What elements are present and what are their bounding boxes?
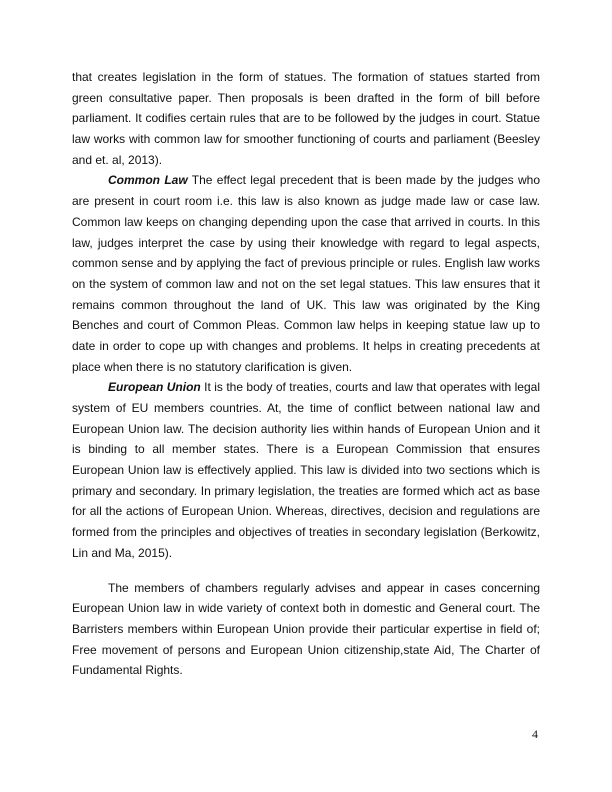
paragraph-chambers bbox=[72, 578, 540, 681]
text-line: Free movement of persons and European Union citizenship,state Aid, The Charter of bbox=[72, 642, 540, 657]
text-line: law works with common law for smoother functioning of courts and parliament (Beesley bbox=[72, 132, 540, 147]
section-heading-common-law: Common Law bbox=[108, 173, 188, 188]
text-line: Barristers members within European Union provide their particular expertise in field of; bbox=[72, 621, 540, 636]
text-line: that creates legislation in the form of statues. The formation of statues started from bbox=[72, 70, 540, 84]
text-line: system of EU members countries. At, the time of conflict between national law and bbox=[72, 401, 540, 415]
paragraph-gap bbox=[72, 564, 540, 578]
text-line: European Union law in wide variety of context both in domestic and General court. The bbox=[72, 601, 540, 616]
text-line: on the system of common law and not on the set legal statues. This law ensures that it bbox=[72, 276, 540, 291]
paragraph-european-union bbox=[72, 377, 540, 563]
paragraph-statute-law bbox=[72, 67, 540, 170]
text-line: formed from the principles and objectives of treaties in secondary legislation (Berkowitz, bbox=[72, 525, 540, 540]
text-line: Benches and court of Common Pleas. Common law helps in keeping statue law up to bbox=[72, 318, 540, 333]
text-line: law, judges interpret the case by using their knowledge with regard to legal aspects, bbox=[72, 235, 540, 250]
text-line: Common law keeps on changing depending upon the case that arrived in courts. In this bbox=[72, 214, 540, 229]
text-line: common sense and by applying the fact of previous principle or rules. English law works bbox=[72, 256, 540, 271]
text-line: and et. al, 2013). bbox=[72, 152, 163, 167]
text-run: The effect legal precedent that is been made by the judges who bbox=[187, 173, 541, 188]
paragraph-common-law bbox=[72, 170, 540, 377]
text-line: are present in court room i.e. this law is also known as judge made law or case law. bbox=[72, 194, 540, 209]
text-line: remains common throughout the land of UK. This law was originated by the King bbox=[72, 297, 540, 312]
text-line: European Union law. The decision authority lies within hands of European Union and it bbox=[72, 421, 540, 436]
text-line: is binding to all member states. There is a European Commission that ensures bbox=[72, 442, 540, 457]
section-heading-european-union: European Union bbox=[108, 380, 201, 395]
text-line: The members of chambers regularly advises and appear in cases concerning bbox=[108, 580, 540, 595]
page-number: 4 bbox=[532, 727, 538, 741]
text-run: It is the body of treaties, courts and law that operates with legal bbox=[200, 380, 540, 395]
text-line bbox=[72, 170, 540, 191]
text-line: Lin and Ma, 2015). bbox=[72, 545, 173, 560]
text-line: green consultative paper. Then proposals is been drafted in the form of bill before bbox=[72, 90, 540, 105]
text-line bbox=[72, 377, 540, 398]
text-line: Fundamental Rights. bbox=[72, 663, 183, 678]
document-body bbox=[72, 67, 540, 681]
text-line: date in order to cope up with changes and problems. It helps in creating precedents at bbox=[72, 338, 540, 353]
text-line: parliament. It codifies certain rules that are to be followed by the judges in court. Statue bbox=[72, 111, 540, 126]
text-line: for all the actions of European Union. Whereas, directives, decision and regulations are bbox=[72, 504, 540, 519]
text-line: European Union law is effectively applied. This law is divided into two sections which is bbox=[72, 463, 540, 478]
text-line: primary and secondary. In primary legislation, the treaties are formed which act as base bbox=[72, 483, 540, 498]
text-line: place when there is no statutory clarification is given. bbox=[72, 359, 353, 374]
